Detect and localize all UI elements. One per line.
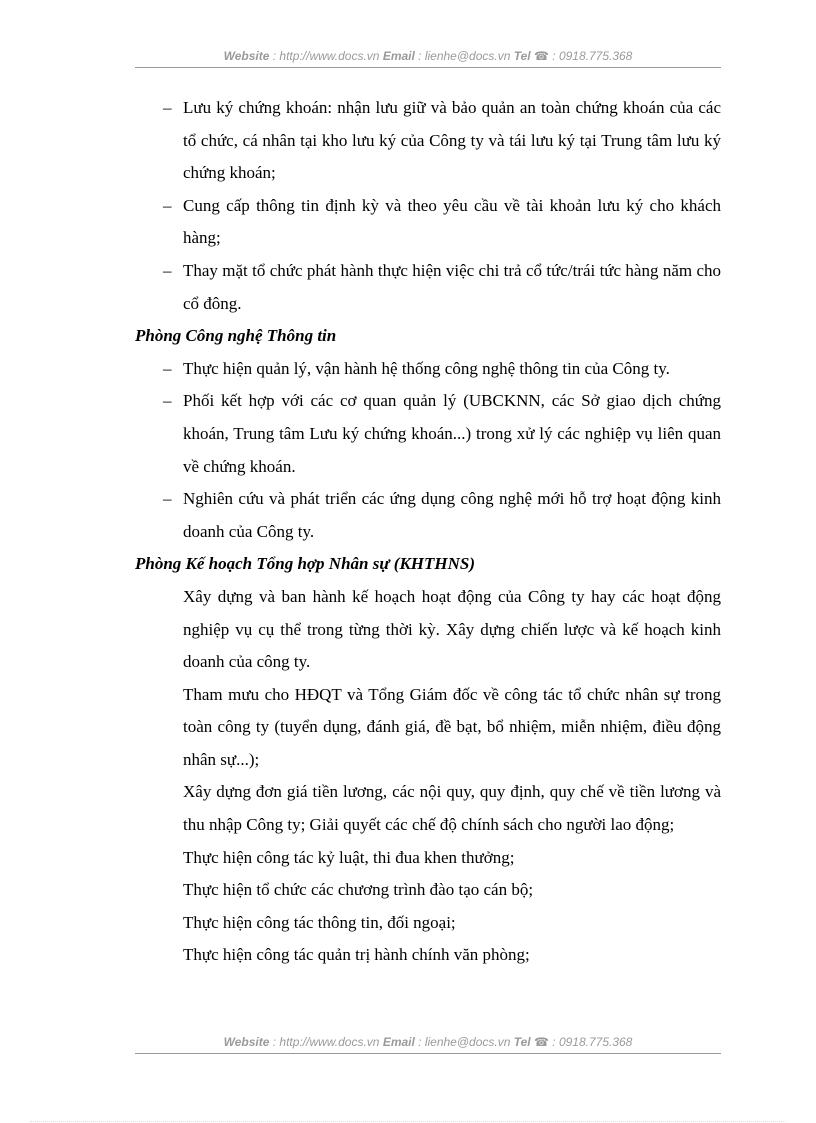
paragraph: Thực hiện công tác kỷ luật, thi đua khen thưởng; <box>183 847 515 867</box>
header-rule <box>135 67 721 68</box>
header-tel-value: : 0918.775.368 <box>548 49 633 63</box>
dash-bullet: – <box>163 260 172 280</box>
page-footer <box>135 1035 721 1049</box>
dash-bullet: – <box>163 195 172 215</box>
header-email-label: Email <box>382 49 415 63</box>
list-item: – Lưu ký chứng khoán: nhận lưu giữ và bảo quản an toàn chứng khoán của các tổ chức, cá nhân tại kho lưu ký của Công ty và tái lưu ký tại Trung tâm lưu ký chứng khoán; <box>135 92 721 190</box>
page-header <box>135 49 721 63</box>
paragraph: Thực hiện công tác quản trị hành chính văn phòng; <box>183 945 530 965</box>
header-email-value: : lienhe@docs.vn <box>414 49 514 63</box>
header-website-value: : http://www.docs.vn <box>269 49 383 63</box>
footer-website-label: Website <box>223 1035 270 1049</box>
paragraph: Xây dựng và ban hành kế hoạch hoạt động của Công ty hay các hoạt động nghiệp vụ cụ thể trong từng thời kỳ. Xây dựng chiến lược và kế hoạch kinh doanh của công ty. <box>183 586 721 672</box>
footer-rule <box>135 1053 721 1054</box>
phone-icon: ☎ <box>533 1035 549 1049</box>
footer-email-label: Email <box>382 1035 415 1049</box>
dash-bullet: – <box>163 98 172 117</box>
paragraph: Xây dựng đơn giá tiền lương, các nội quy, quy định, quy chế về tiền lương và thu nhập Công ty; Giải quyết các chế độ chính sách cho người lao động; <box>183 782 721 835</box>
paragraph: Thực hiện tổ chức các chương trình đào tạo cán bộ; <box>183 880 534 900</box>
phone-icon: ☎ <box>533 49 549 63</box>
header-website-label: Website <box>223 49 270 63</box>
header-tel-label: Tel <box>513 49 531 63</box>
section-heading-it: Phòng Công nghệ Thông tin <box>135 326 337 346</box>
list-item: – Thay mặt tổ chức phát hành thực hiện việc chi trả cổ tức/trái tức hàng năm cho cổ đông. <box>135 255 721 320</box>
section-heading-khthns: Phòng Kế hoạch Tổng hợp Nhân sự (KHTHNS) <box>135 554 476 574</box>
dash-bullet: – <box>163 391 172 411</box>
paragraph: Tham mưu cho HĐQT và Tổng Giám đốc về công tác tổ chức nhân sự trong toàn công ty (tuyển dụng, đánh giá, đề bạt, bổ nhiệm, miễn nhiệm, điều động nhân sự...); <box>183 684 721 769</box>
list-item: – Phối kết hợp với các cơ quan quản lý (UBCKNN, các Sở giao dịch chứng khoán, Trung tâm Lưu ký chứng khoán...) trong xử lý các nghiệp vụ liên quan về chứng khoán. <box>135 385 721 483</box>
list-item: – Thực hiện quản lý, vận hành hệ thống công nghệ thông tin của Công ty. <box>135 353 721 386</box>
page-bottom-edge <box>30 1121 786 1122</box>
footer-tel-label: Tel <box>513 1035 531 1049</box>
document-body <box>135 92 721 972</box>
paragraph: Thực hiện công tác thông tin, đối ngoại; <box>183 912 456 932</box>
list-item: – Cung cấp thông tin định kỳ và theo yêu cầu về tài khoản lưu ký cho khách hàng; <box>135 190 721 255</box>
footer-website-value: : http://www.docs.vn <box>269 1035 383 1049</box>
footer-email-value: : lienhe@docs.vn <box>414 1035 514 1049</box>
list-item: – Nghiên cứu và phát triển các ứng dụng công nghệ mới hỗ trợ hoạt động kinh doanh của Công ty. <box>135 483 721 548</box>
dash-bullet: – <box>163 489 172 509</box>
footer-tel-value: : 0918.775.368 <box>548 1035 633 1049</box>
dash-bullet: – <box>163 358 172 378</box>
